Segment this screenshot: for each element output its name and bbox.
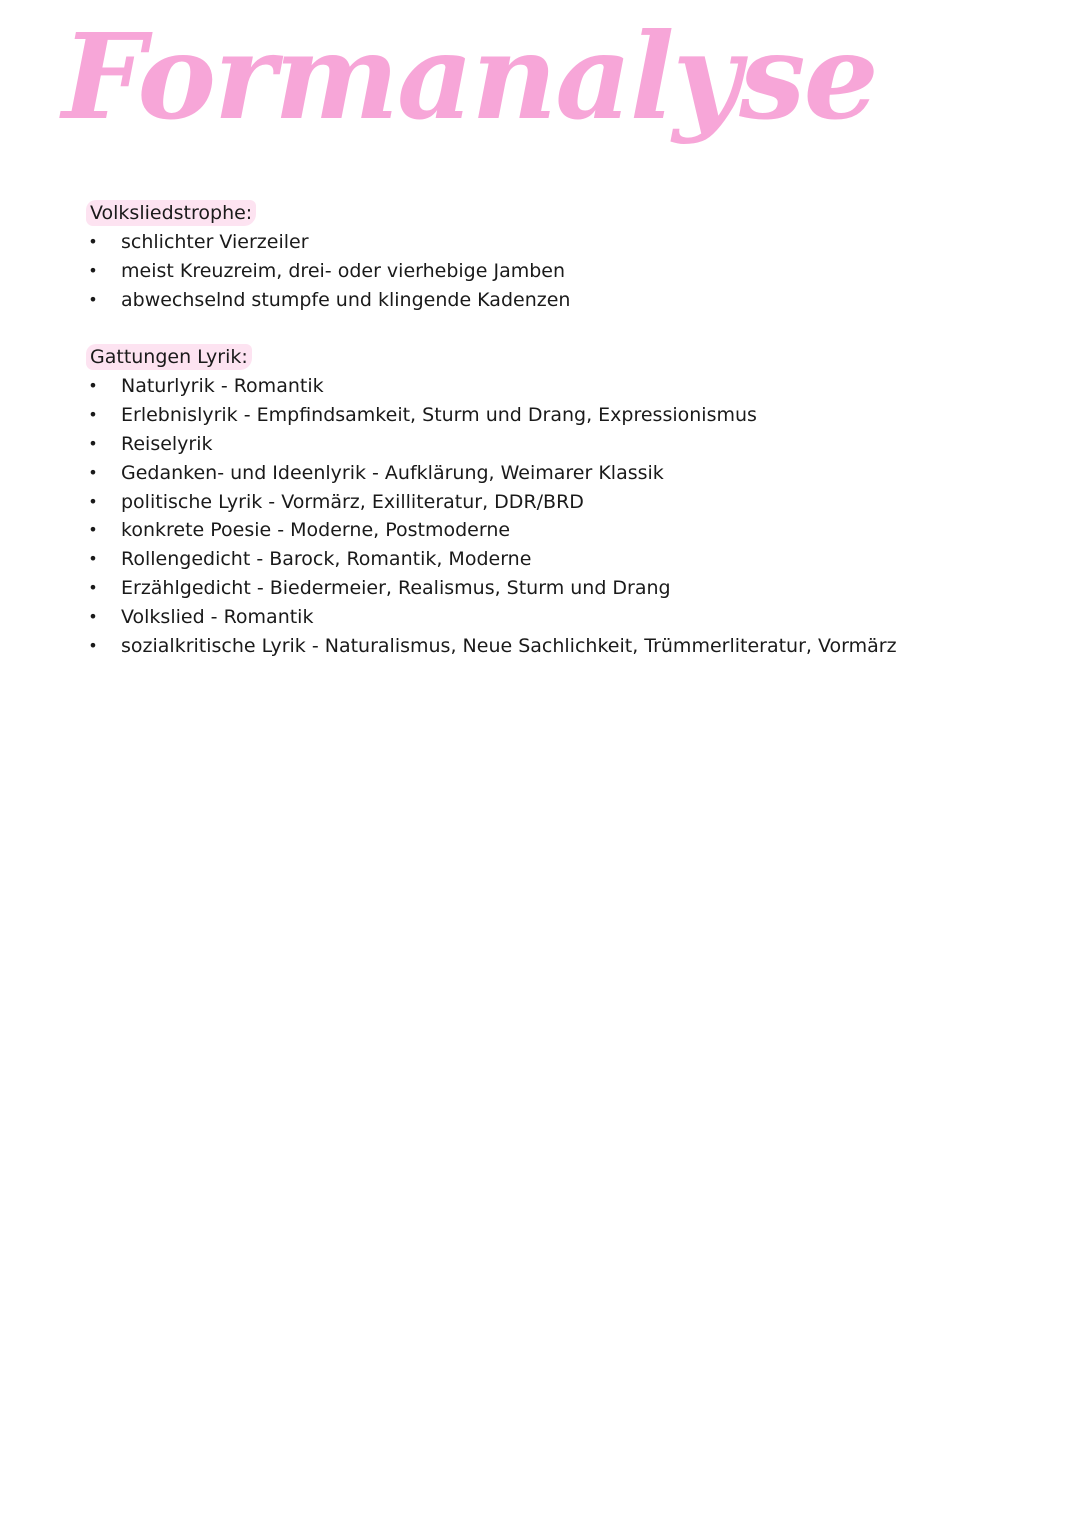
- list-item-text: meist Kreuzreim, drei- oder vierhebige Jamben: [121, 259, 566, 282]
- list-item-text: Naturlyrik - Romantik: [121, 375, 324, 397]
- bullet-icon: •: [88, 520, 98, 540]
- list-item: [88, 574, 897, 603]
- section-volksliedstrophe: [88, 200, 570, 315]
- list-item: [88, 228, 570, 257]
- list-volksliedstrophe: [88, 228, 570, 315]
- bullet-icon: •: [88, 607, 98, 627]
- bullet-icon: •: [88, 260, 98, 280]
- section-heading-volksliedstrophe: Volksliedstrophe:: [86, 200, 256, 226]
- list-item: [88, 459, 897, 488]
- bullet-icon: •: [88, 433, 98, 453]
- list-item-text: Erlebnislyrik - Empfindsamkeit, Sturm und Drang, Expressionismus: [121, 403, 757, 426]
- section-gattungen-lyrik: [88, 344, 897, 661]
- bullet-icon: •: [88, 289, 98, 309]
- list-item-text: schlichter Vierzeiler: [121, 231, 309, 253]
- list-item-text: politische Lyrik - Vormärz, Exilliteratur, DDR/BRD: [121, 490, 584, 513]
- list-item-text: abwechselnd stumpfe und klingende Kadenzen: [121, 288, 571, 311]
- list-item: [88, 632, 897, 661]
- list-item: [88, 488, 897, 517]
- list-item: [88, 430, 897, 459]
- list-item: [88, 372, 897, 401]
- list-item-text: sozialkritische Lyrik - Naturalismus, Neue Sachlichkeit, Trümmerliteratur, Vormärz: [121, 635, 897, 658]
- bullet-icon: •: [88, 376, 98, 395]
- bullet-icon: •: [88, 636, 98, 656]
- list-item-text: konkrete Poesie - Moderne, Postmoderne: [121, 519, 511, 542]
- list-item-text: Gedanken- und Ideenlyrik - Aufklärung, Weimarer Klassik: [121, 461, 664, 484]
- list-item: [88, 516, 897, 545]
- list-item: [88, 603, 897, 632]
- section-heading-gattungen-lyrik: Gattungen Lyrik:: [86, 344, 252, 370]
- bullet-icon: •: [88, 578, 98, 598]
- list-item: [88, 286, 570, 315]
- bullet-icon: •: [88, 491, 98, 511]
- bullet-icon: •: [88, 462, 98, 482]
- bullet-icon: •: [88, 404, 98, 424]
- list-item: [88, 257, 570, 286]
- bullet-icon: •: [88, 549, 98, 569]
- list-item-text: Reiselyrik: [121, 432, 213, 455]
- list-item: [88, 401, 897, 430]
- page-title: Formanalyse: [62, 7, 877, 146]
- list-gattungen-lyrik: [88, 372, 897, 661]
- list-item-text: Rollengedicht - Barock, Romantik, Moderne: [121, 548, 532, 571]
- list-item-text: Volkslied - Romantik: [121, 606, 314, 629]
- list-item-text: Erzählgedicht - Biedermeier, Realismus, Sturm und Drang: [121, 577, 671, 600]
- bullet-icon: •: [88, 232, 98, 251]
- list-item: [88, 545, 897, 574]
